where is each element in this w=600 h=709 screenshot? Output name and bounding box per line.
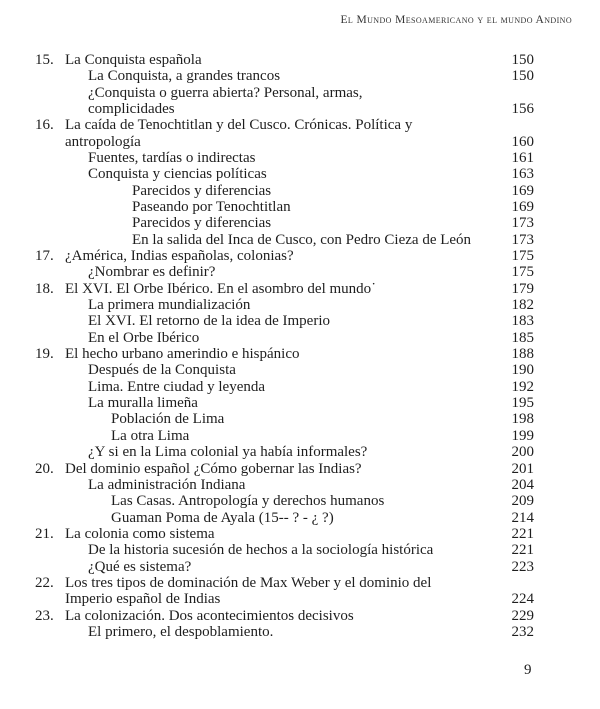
toc-entry <box>0 493 600 510</box>
entry-page: 175 <box>511 248 534 265</box>
toc-entry <box>0 542 600 559</box>
entry-title: Guaman Poma de Ayala (15-- ? - ¿ ?) <box>111 509 334 526</box>
toc-entry <box>0 199 600 216</box>
entry-page: 201 <box>511 460 534 477</box>
entry-title: Del dominio español ¿Cómo gobernar las Indias? <box>65 460 362 477</box>
entry-page: 182 <box>511 297 534 314</box>
toc-entry <box>0 297 600 314</box>
entry-page: 224 <box>511 591 534 608</box>
toc-entry <box>0 183 600 200</box>
entry-title: ¿Y si en la Lima colonial ya había informales? <box>88 444 368 461</box>
entry-title: La otra Lima <box>111 427 190 444</box>
entry-title: La Conquista, a grandes trancos <box>88 68 281 85</box>
entry-page: 198 <box>511 411 534 428</box>
toc-entry <box>0 248 600 265</box>
chapter-number: 16. <box>35 117 54 134</box>
entry-title: Imperio español de Indias <box>65 591 221 608</box>
entry-title: La caída de Tenochtitlan y del Cusco. Crónicas. Política y <box>65 117 413 134</box>
toc-entry <box>0 526 600 543</box>
entry-title: La muralla limeña <box>88 395 198 412</box>
chapter-number: 17. <box>35 248 54 265</box>
chapter-number: 22. <box>35 574 54 591</box>
entry-title: ¿América, Indias españolas, colonias? <box>65 248 294 265</box>
entry-page: 190 <box>511 362 534 379</box>
toc-entry <box>0 477 600 494</box>
entry-page: 161 <box>511 150 534 167</box>
toc-entry <box>0 362 600 379</box>
entry-page: 195 <box>511 395 534 412</box>
entry-title: La Conquista española <box>65 52 202 68</box>
entry-title: El XVI. El Orbe Ibérico. En el asombro del mundo˙ <box>65 280 377 297</box>
entry-title: Fuentes, tardías o indirectas <box>88 150 256 167</box>
chapter-number: 21. <box>35 525 54 542</box>
entry-page: 179 <box>511 280 534 297</box>
toc-entry <box>0 281 600 298</box>
entry-page: 188 <box>511 346 534 363</box>
toc-entry <box>0 215 600 232</box>
entry-title: ¿Qué es sistema? <box>88 558 192 575</box>
entry-page: 173 <box>511 215 534 232</box>
entry-page: 214 <box>511 509 534 526</box>
entry-page: 169 <box>511 199 534 216</box>
chapter-number: 18. <box>35 280 54 297</box>
entry-title: Después de la Conquista <box>88 362 236 379</box>
entry-title: De la historia sucesión de hechos a la sociología histórica <box>88 542 434 559</box>
entry-title: Paseando por Tenochtitlan <box>132 199 291 216</box>
toc-entry <box>0 68 600 85</box>
entry-page: 192 <box>511 378 534 395</box>
entry-page: 150 <box>511 68 534 85</box>
entry-page: 169 <box>511 182 534 199</box>
entry-page: 150 <box>511 52 534 68</box>
entry-page: 173 <box>511 231 534 248</box>
entry-page: 221 <box>511 525 534 542</box>
toc-entry <box>0 232 600 249</box>
toc-entry <box>0 379 600 396</box>
entry-page: 200 <box>511 444 534 461</box>
toc-entry <box>0 428 600 445</box>
entry-page: 232 <box>511 623 534 640</box>
entry-title: En la salida del Inca de Cusco, con Pedro Cieza de León <box>132 231 472 248</box>
entry-page: 223 <box>511 558 534 575</box>
toc-entry <box>0 330 600 347</box>
entry-title: El XVI. El retorno de la idea de Imperio <box>88 313 330 330</box>
toc-entry <box>0 444 600 461</box>
entry-page: 175 <box>511 264 534 281</box>
toc-entry <box>0 559 600 576</box>
entry-title: ¿Nombrar es definir? <box>88 264 216 281</box>
entry-page: 185 <box>511 329 534 346</box>
toc-entry <box>0 150 600 167</box>
chapter-number: 15. <box>35 52 54 68</box>
entry-title: El hecho urbano amerindio e hispánico <box>65 346 300 363</box>
entry-title: antropología <box>65 133 141 150</box>
toc-entry <box>0 591 600 608</box>
toc-entry <box>0 101 600 118</box>
entry-title: Los tres tipos de dominación de Max Weber y el dominio del <box>65 574 432 591</box>
entry-title: La colonización. Dos acontecimientos decisivos <box>65 607 354 624</box>
entry-title: En el Orbe Ibérico <box>88 329 200 346</box>
toc-entry <box>0 52 600 69</box>
entry-title: Lima. Entre ciudad y leyenda <box>88 378 266 395</box>
entry-page: 163 <box>511 166 534 183</box>
entry-title: La colonia como sistema <box>65 525 215 542</box>
entry-page: 209 <box>511 493 534 510</box>
toc-entry <box>0 346 600 363</box>
entry-page: 229 <box>511 607 534 624</box>
toc-entry <box>0 624 600 641</box>
page-number: 9 <box>524 662 532 678</box>
toc-entry <box>0 264 600 281</box>
entry-page: 160 <box>511 133 534 150</box>
toc-entry <box>0 85 600 102</box>
running-header: El Mundo Mesoamericano y el mundo Andino <box>340 14 572 26</box>
toc-entry <box>0 608 600 625</box>
entry-title: ¿Conquista o guerra abierta? Personal, armas, <box>88 84 363 101</box>
entry-page: 204 <box>511 476 534 493</box>
entry-title: Parecidos y diferencias <box>132 215 272 232</box>
entry-title: Parecidos y diferencias <box>132 182 272 199</box>
entry-title: Conquista y ciencias políticas <box>88 166 267 183</box>
toc-entry <box>0 166 600 183</box>
entry-page: 199 <box>511 427 534 444</box>
toc-entry <box>0 313 600 330</box>
entry-title: La administración Indiana <box>88 476 246 493</box>
toc-entry <box>0 510 600 527</box>
entry-title: El primero, el despoblamiento. <box>88 623 274 640</box>
entry-title: Las Casas. Antropología y derechos humanos <box>111 493 385 510</box>
toc-entry <box>0 411 600 428</box>
entry-page: 156 <box>511 101 534 118</box>
toc-entry <box>0 395 600 412</box>
entry-page: 183 <box>511 313 534 330</box>
entry-title: Población de Lima <box>111 411 225 428</box>
toc-entry <box>0 461 600 478</box>
entry-page: 221 <box>511 542 534 559</box>
toc-entry <box>0 575 600 592</box>
entry-title: complicidades <box>88 101 175 118</box>
chapter-number: 20. <box>35 460 54 477</box>
chapter-number: 19. <box>35 346 54 363</box>
toc-entry <box>0 134 600 151</box>
chapter-number: 23. <box>35 607 54 624</box>
toc-entry <box>0 117 600 134</box>
entry-title: La primera mundialización <box>88 297 251 314</box>
